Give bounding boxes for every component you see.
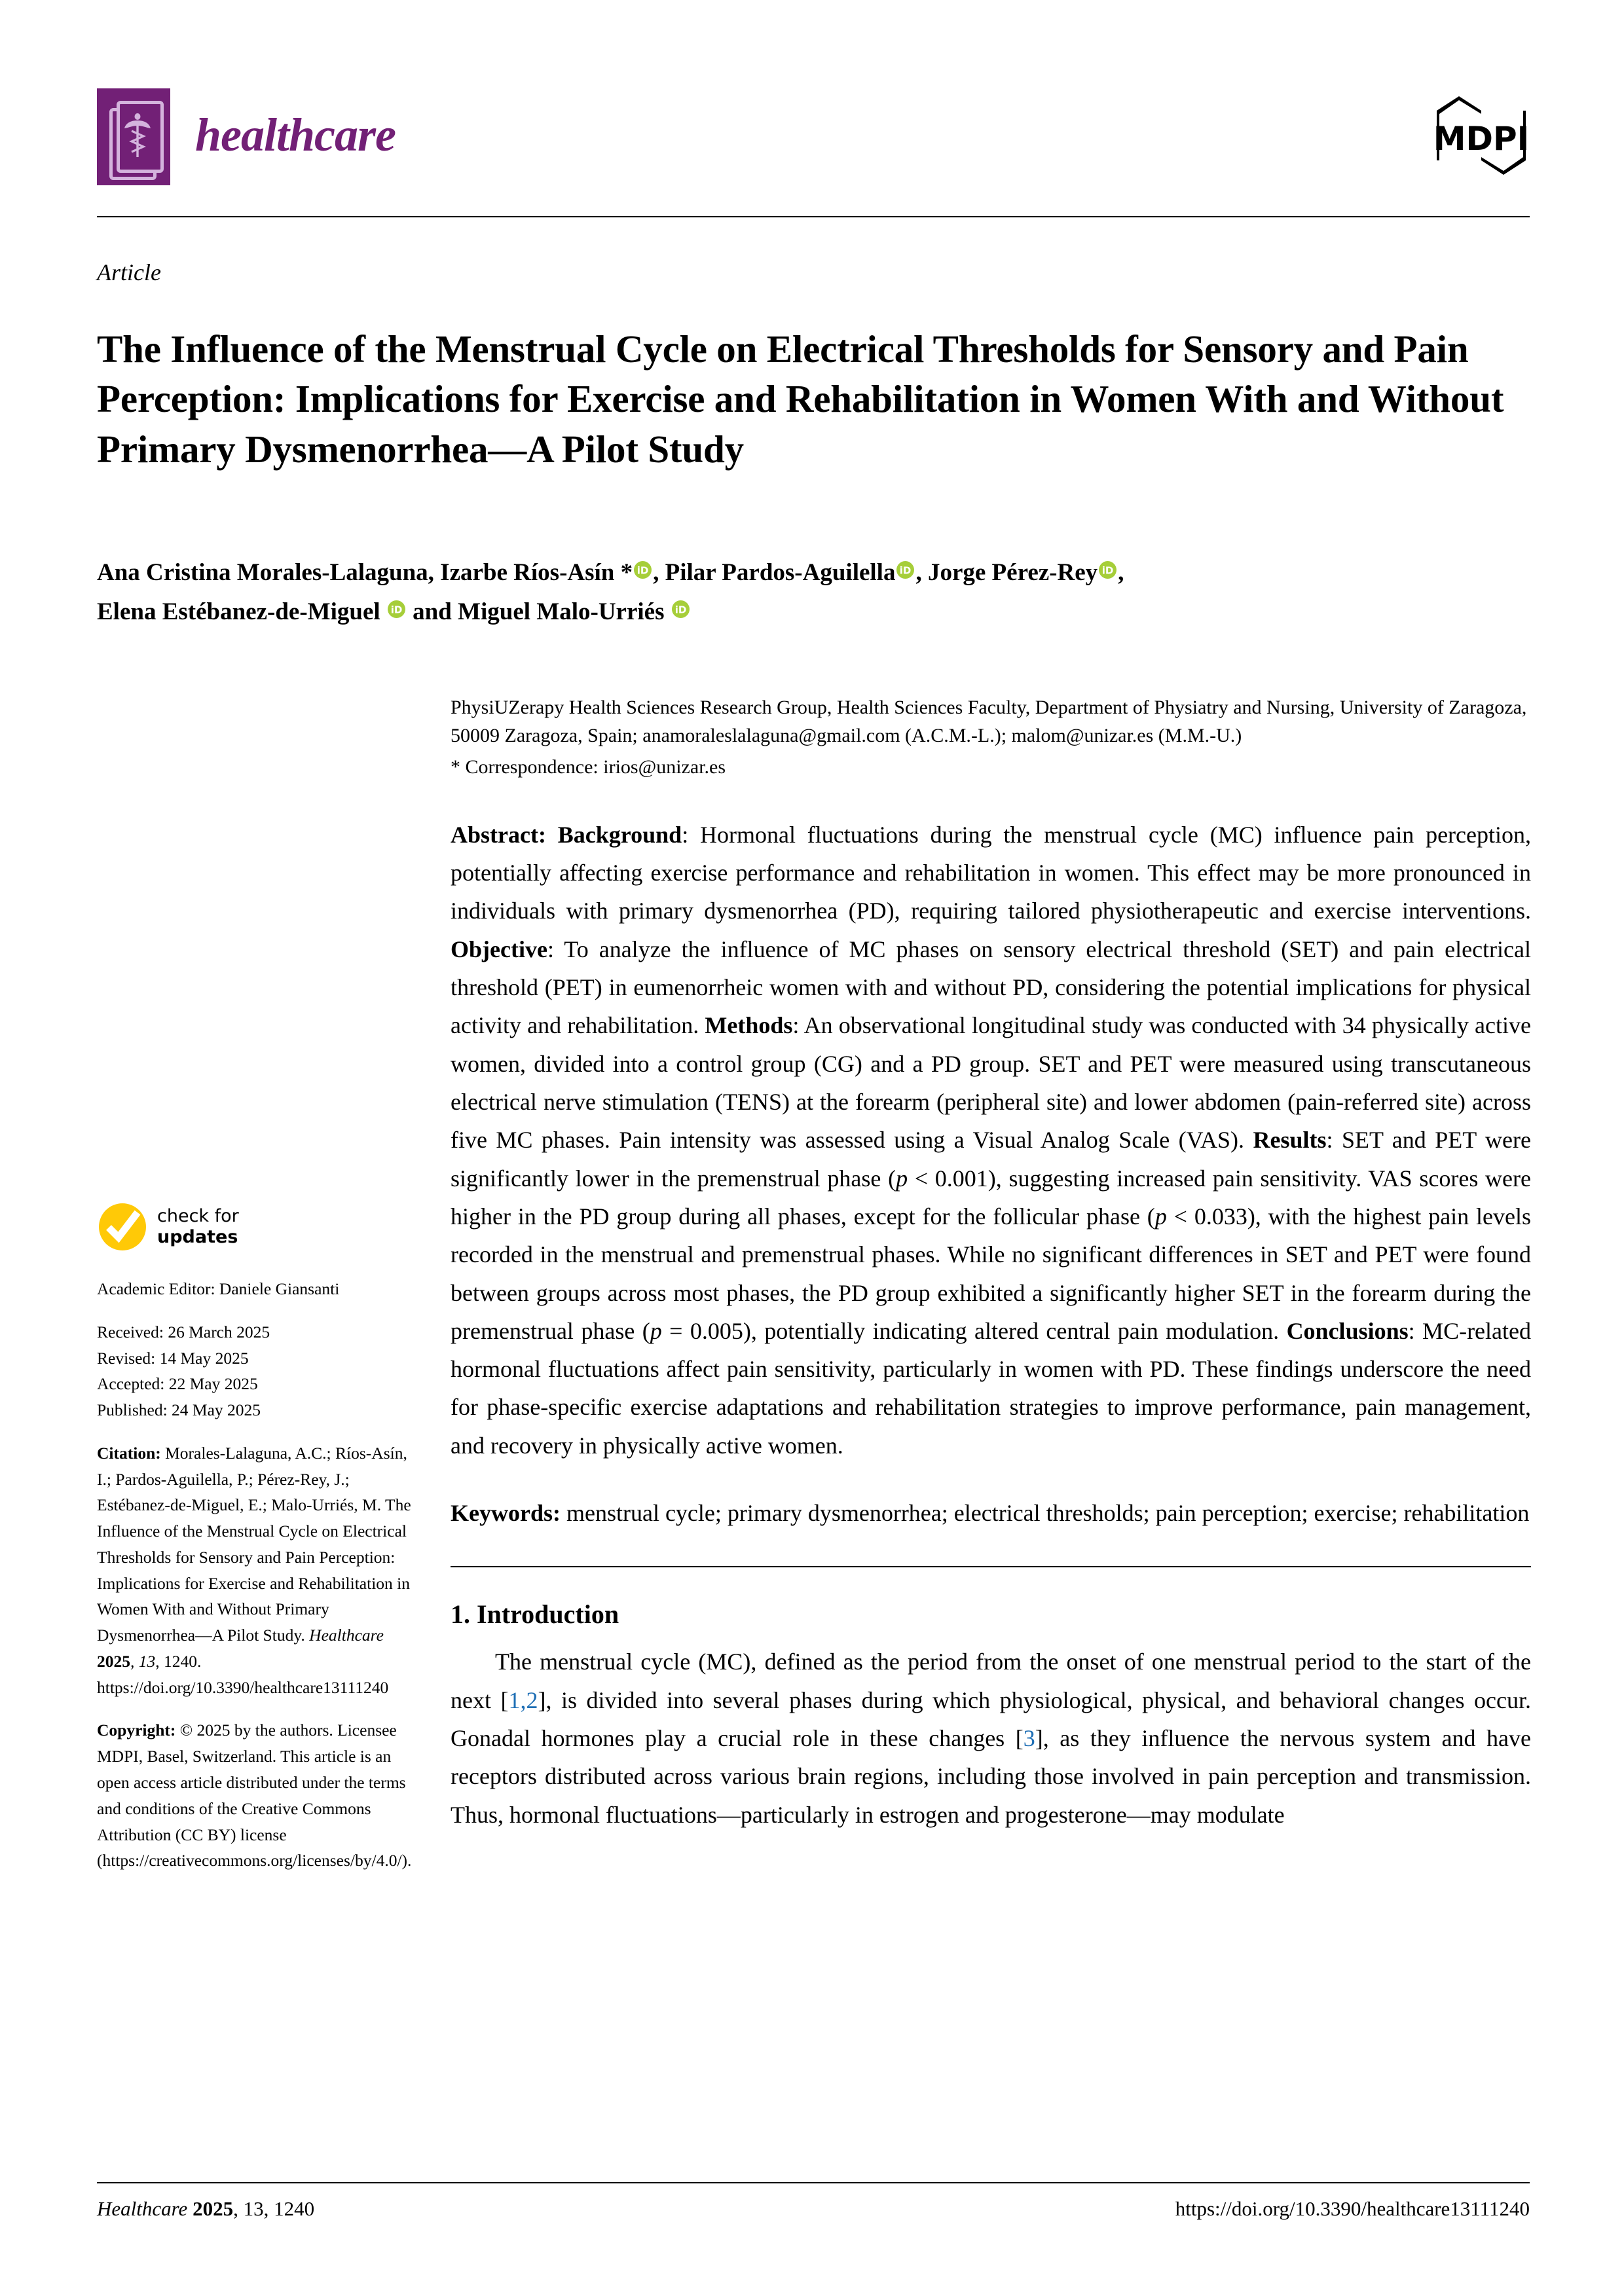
abstract-objective-text: : To analyze the influence of MC phases on sensory electrical threshold (SET) and pain electrical threshold (PET) in eumenorrheic women with and without PD, considering the potential implications for physical activity and rehabilitation. — [451, 936, 1531, 1039]
header-divider — [97, 216, 1530, 217]
authors-line-1-part-b: , Pilar Pardos-Aguilella — [653, 559, 896, 586]
citation-volume: , 13 — [130, 1651, 156, 1671]
journal-name: healthcare — [195, 109, 396, 161]
caduceus-icon — [124, 111, 151, 158]
svg-text:iD: iD — [1101, 564, 1114, 577]
abstract-objective-label: Objective — [451, 936, 547, 962]
intro-text-b: ], is divided into several phases during which physiological, physical, and behavioral changes occur. Gonadal hormones play a crucial role in these changes [ — [451, 1686, 1532, 1752]
citation-journal: Healthcare — [309, 1626, 384, 1645]
copyright-block — [97, 1717, 411, 1874]
orcid-icon[interactable] — [388, 600, 405, 618]
page-footer — [97, 2197, 1530, 2221]
svg-text:iD: iD — [637, 564, 649, 577]
orcid-icon[interactable] — [634, 561, 652, 579]
abstract-results-text-3: < 0.033), with the highest pain levels recorded in the menstrual and premenstrual phases. While no significant differences in SET and PET were found between groups across most phases, the PD group exhibited a significantly higher SET in the forearm during the premenstrual phase ( — [451, 1203, 1532, 1344]
authors-line-2-part-a: Elena Estébanez-de-Miguel — [97, 598, 380, 625]
abstract-background-text: : Hormonal fluctuations during the menstrual cycle (MC) influence pain perception, potentially affecting exercise performance and rehabilitation in women. This effect may be more pronounced in individuals with primary dysmenorrhea (PD), requiring tailored physiotherapeutic and exercise interventions. — [451, 821, 1532, 924]
healthcare-logo-icon — [97, 88, 170, 185]
svg-text:iD: iD — [674, 604, 687, 616]
check-for-updates-line1: check for — [157, 1206, 239, 1227]
reference-link-1[interactable]: 1,2 — [508, 1686, 538, 1713]
author-list — [97, 553, 1485, 632]
footer-volume-page: , 13, 1240 — [233, 2197, 315, 2220]
abstract-results-text-2: < 0.001), suggesting increased pain sensitivity. VAS scores were higher in the PD group during all phases, except for the follicular phase ( — [451, 1165, 1531, 1230]
abstract-results-text-1: : SET and PET were significantly lower in the premenstrual phase ( — [451, 1127, 1531, 1192]
correspondence-text: * Correspondence: irios@unizar.es — [451, 756, 726, 778]
authors-line-2-part-b: and Miguel Malo-Urriés — [413, 598, 665, 625]
abstract-background-label: Background — [557, 821, 682, 848]
check-for-updates-line2: updates — [157, 1227, 238, 1247]
journal-logo[interactable] — [97, 88, 396, 185]
introduction-heading: 1. Introduction — [451, 1599, 619, 1630]
svg-text:iD: iD — [390, 604, 403, 616]
copyright-text: © 2025 by the authors. Licensee MDPI, Basel, Switzerland. This article is an open access article distributed under the terms and conditions of the Creative Commons Attribution (CC BY) license (https://creativecommons.org/licenses/by/4.0/). — [97, 1721, 412, 1870]
revised-date: Revised: 14 May 2025 — [97, 1348, 249, 1368]
orcid-icon[interactable] — [1099, 561, 1116, 579]
keywords-section — [451, 1494, 1531, 1532]
abstract-methods-label: Methods — [705, 1012, 793, 1039]
p-value-italic: p — [1154, 1203, 1167, 1230]
accepted-date: Accepted: 22 May 2025 — [97, 1374, 258, 1394]
authors-line-1-part-a: Ana Cristina Morales-Lalaguna, Izarbe Ríos-Asín * — [97, 559, 633, 586]
page-header — [97, 88, 1530, 187]
citation-text: Morales-Lalaguna, A.C.; Ríos-Asín, I.; Pardos-Aguilella, P.; Pérez-Rey, J.; Estébanez-de-Miguel, E.; Malo-Urriés, M. The Influence of the Menstrual Cycle on Electrical Thresholds for Sensory and Pain Perception: Implications for Exercise and Rehabilitation in Women With and Without Primary Dysmenorrhea—A Pilot Study. — [97, 1443, 411, 1645]
orcid-icon[interactable] — [896, 561, 914, 579]
article-type-label: Article — [97, 259, 161, 285]
check-for-updates-badge[interactable] — [97, 1201, 411, 1252]
authors-line-1-part-d: , — [1118, 559, 1124, 586]
svg-text:iD: iD — [900, 564, 912, 577]
keywords-label: Keywords: — [451, 1500, 561, 1527]
check-mark-icon — [97, 1201, 148, 1252]
orcid-icon[interactable] — [672, 600, 690, 618]
footer-year: 2025 — [187, 2197, 234, 2220]
abstract-conclusions-text: : MC-related hormonal fluctuations affect pain sensitivity, particularly in women with PD. These findings underscore the need for phase-specific exercise adaptations and rehabilitation strategies to improve performance, pain management, and recovery in physically active women. — [451, 1317, 1531, 1459]
published-date: Published: 24 May 2025 — [97, 1400, 261, 1420]
citation-doi-link[interactable]: https://doi.org/10.3390/healthcare13111240 — [97, 1677, 389, 1697]
mdpi-logo-icon[interactable] — [1433, 92, 1530, 179]
abstract-section — [451, 816, 1531, 1465]
intro-text-c: ], as they influence the nervous system and have receptors distributed across various brain regions, including those involved in pain perception and transmission. Thus, hormonal fluctuations—particularly in estrogen and progesterone—may modulate — [451, 1725, 1531, 1828]
received-date: Received: 26 March 2025 — [97, 1322, 270, 1341]
publication-dates — [97, 1319, 411, 1423]
svg-text:MDPI: MDPI — [1433, 120, 1530, 158]
citation-pages: , 1240. — [155, 1651, 202, 1671]
citation-label: Citation: — [97, 1443, 161, 1463]
introduction-paragraph — [451, 1643, 1531, 1834]
p-value-italic: p — [650, 1317, 662, 1344]
citation-block — [97, 1440, 411, 1701]
footer-journal-name: Healthcare — [97, 2197, 188, 2220]
page-title: The Influence of the Menstrual Cycle on Electrical Thresholds for Sensory and Pain Perception: Implications for Exercise and Rehabilitation in Women With and Without Primary Dysmenorrhea—A Pilot Study — [97, 327, 1504, 471]
authors-line-1-part-c: , Jorge Pérez-Rey — [915, 559, 1098, 586]
abstract-results-text-4: = 0.005), potentially indicating altered central pain modulation. — [661, 1317, 1287, 1344]
p-value-italic: p — [896, 1165, 908, 1192]
footer-citation — [97, 2197, 314, 2221]
academic-editor: Academic Editor: Daniele Giansanti — [97, 1279, 340, 1298]
footer-divider — [97, 2182, 1530, 2183]
section-divider — [451, 1566, 1531, 1567]
abstract-label: Abstract: — [451, 821, 546, 848]
main-column — [451, 694, 1531, 1857]
copyright-label: Copyright: — [97, 1721, 176, 1740]
metadata-sidebar — [97, 1201, 411, 1891]
reference-link-3[interactable]: 3 — [1023, 1725, 1035, 1752]
abstract-results-label: Results — [1253, 1127, 1327, 1154]
footer-doi[interactable]: https://doi.org/10.3390/healthcare13111240 — [1175, 2197, 1530, 2220]
intro-text-a: The menstrual cycle (MC), defined as the period from the onset of one menstrual period to the start of the next [ — [451, 1649, 1531, 1713]
abstract-conclusions-label: Conclusions — [1286, 1317, 1409, 1344]
affiliation-text: PhysiUZerapy Health Sciences Research Group, Health Sciences Faculty, Department of Physiatry and Nursing, University of Zaragoza, 50009 Zaragoza, Spain; anamoraleslalaguna@gmail.com (A.C.M.-L.); malom@unizar.es (M.M.-U.) — [451, 697, 1527, 746]
citation-year: 2025 — [97, 1651, 130, 1671]
keywords-text: menstrual cycle; primary dysmenorrhea; electrical thresholds; pain perception; exercise; rehabilitation — [560, 1500, 1530, 1527]
abstract-methods-text: : An observational longitudinal study was conducted with 34 physically active women, divided into a control group (CG) and a PD group. SET and PET were measured using transcutaneous electrical nerve stimulation (TENS) at the forearm (peripheral site) and lower abdomen (pain-referred site) across five MC phases. Pain intensity was assessed using a Visual Analog Scale (VAS). — [451, 1012, 1531, 1154]
